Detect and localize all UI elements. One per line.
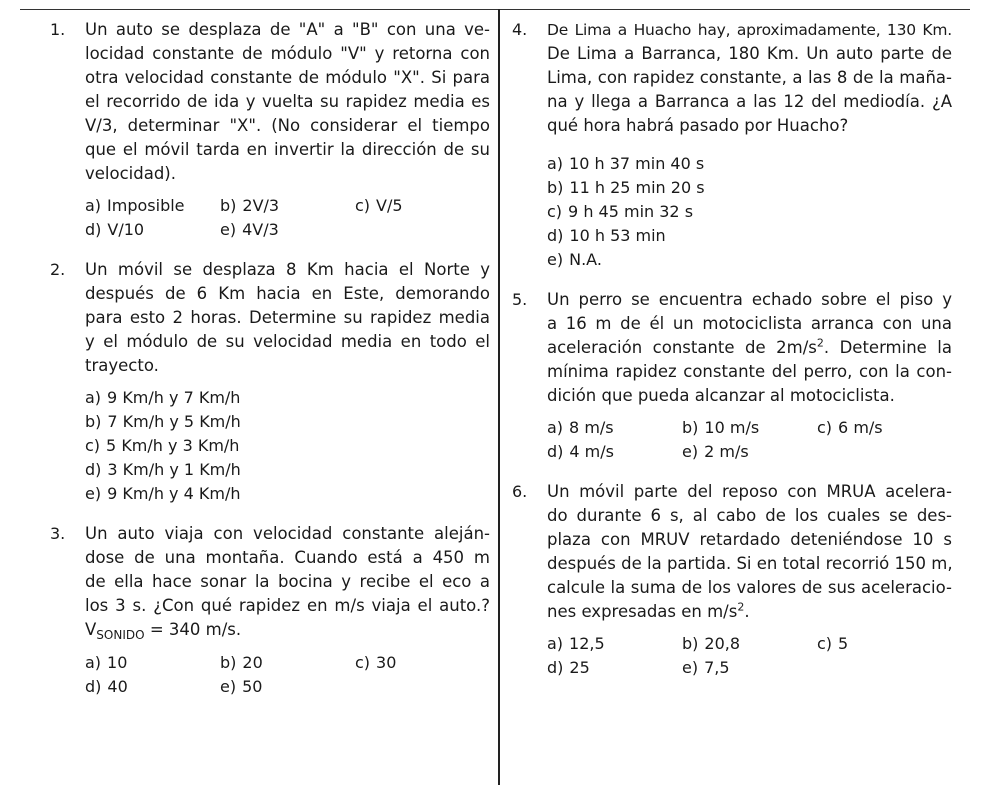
option-e: e) 7,5	[682, 658, 730, 677]
stem-line: mínima rapidez constante del perro, con la con-	[547, 362, 952, 381]
problem-stem	[547, 288, 952, 408]
options	[547, 152, 952, 272]
stem-line: velocidad).	[85, 164, 176, 183]
problem-number: 5.	[512, 290, 528, 309]
option-b: b) 10 m/s	[682, 418, 760, 437]
options	[85, 651, 490, 699]
option-e: e) 50	[220, 677, 263, 696]
problem-3	[50, 522, 490, 699]
option-a: a) 9 Km/h y 7 Km/h	[85, 388, 241, 407]
stem-line: V/3, determinar "X". (No considerar el tiempo	[85, 116, 490, 135]
stem-line: trayecto.	[85, 356, 159, 375]
problem-number: 4.	[512, 20, 528, 39]
option-d: d) 40	[85, 677, 128, 696]
vsonido-line: $V_{SONIDO} = 340$ m/s.	[85, 620, 242, 642]
stem-line: que el móvil tarda en invertir la dirección de su	[85, 140, 490, 159]
option-c: c) 9 h 45 min 32 s	[547, 202, 694, 221]
option-a: a) 8 m/s	[547, 418, 614, 437]
stem-line: dose de una montaña. Cuando está a 450 m	[85, 548, 490, 567]
stem-line: otra velocidad constante de módulo "X". Si para	[85, 68, 490, 87]
option-c: c) V/5	[355, 196, 403, 215]
options	[547, 632, 952, 680]
option-d: d) 25	[547, 658, 590, 677]
options	[85, 386, 490, 506]
stem-line: aceleración constante de $2m/s^2$. Determine la	[547, 336, 953, 357]
stem-line: el recorrido de ida y vuelta su rapidez media es	[85, 92, 490, 111]
option-b: b) 20	[220, 653, 263, 672]
stem-line: na y llega a Barranca a las 12 del mediodía. ¿A	[547, 92, 952, 111]
stem-line: De Lima a Huacho hay, aproximadamente, 130 Km.	[547, 21, 952, 39]
stem-line: después de 6 Km hacia en Este, demorando	[85, 284, 490, 303]
option-e: e) 2 m/s	[682, 442, 749, 461]
stem-line: do durante 6 s, al cabo de los cuales se des-	[547, 506, 952, 525]
left-column	[50, 18, 490, 699]
stem-line: Un perro se encuentra echado sobre el piso y	[547, 290, 952, 309]
stem-line: calcule la suma de los valores de sus aceleracio-	[547, 578, 952, 597]
stem-line: Un móvil parte del reposo con MRUA acelera-	[547, 482, 952, 501]
stem-line: Un móvil se desplaza 8 Km hacia el Norte y	[85, 260, 490, 279]
stem-line: para esto 2 horas. Determine su rapidez media	[85, 308, 490, 327]
option-e: e) 4V/3	[220, 220, 279, 239]
problem-4	[512, 18, 952, 272]
problem-5	[512, 288, 952, 464]
stem-line: después de la partida. Si en total recorrió 150 m,	[547, 554, 953, 573]
stem-line: qué hora habrá pasado por Huacho?	[547, 116, 849, 135]
problem-stem	[85, 258, 490, 378]
problem-stem	[85, 18, 490, 186]
option-b: b) 11 h 25 min 20 s	[547, 178, 705, 197]
stem-line: Un auto se desplaza de "A" a "B" con una ve-	[85, 20, 490, 39]
problem-1	[50, 18, 490, 242]
option-e: e) 9 Km/h y 4 Km/h	[85, 484, 241, 503]
option-d: d) 3 Km/h y 1 Km/h	[85, 460, 241, 479]
problem-stem	[547, 18, 952, 138]
top-rule	[20, 9, 970, 10]
problem-6	[512, 480, 952, 680]
option-e: e) N.A.	[547, 250, 602, 269]
problem-number: 1.	[50, 20, 66, 39]
problem-number: 2.	[50, 260, 66, 279]
option-b: b) 20,8	[682, 634, 741, 653]
option-a: a) 12,5	[547, 634, 605, 653]
option-b: b) 7 Km/h y 5 Km/h	[85, 412, 241, 431]
option-b: b) 2V/3	[220, 196, 280, 215]
option-d: d) 4 m/s	[547, 442, 614, 461]
stem-line: los 3 s. ¿Con qué rapidez en m/s viaja el auto.?	[85, 596, 490, 615]
option-c: c) 30	[355, 653, 397, 672]
option-c: c) 5	[817, 634, 849, 653]
right-column	[512, 18, 952, 680]
stem-line: De Lima a Barranca, 180 Km. Un auto parte de	[547, 44, 952, 63]
stem-line: dición que pueda alcanzar al motociclista.	[547, 386, 895, 405]
option-d: d) V/10	[85, 220, 145, 239]
problem-2	[50, 258, 490, 506]
option-d: d) 10 h 53 min	[547, 226, 666, 245]
stem-line: nes expresadas en $m/s^2$.	[547, 600, 750, 621]
stem-line: y el módulo de su velocidad media en todo el	[85, 332, 490, 351]
stem-line: Un auto viaja con velocidad constante aleján-	[85, 524, 490, 543]
option-a: a) Imposible	[85, 196, 185, 215]
stem-line: plaza con MRUV retardado deteniéndose 10 s	[547, 530, 952, 549]
option-c: c) 5 Km/h y 3 Km/h	[85, 436, 240, 455]
problem-stem	[547, 480, 952, 624]
problem-stem	[85, 522, 490, 643]
option-a: a) 10 h 37 min 40 s	[547, 154, 705, 173]
option-c: c) 6 m/s	[817, 418, 883, 437]
problem-number: 6.	[512, 482, 528, 501]
stem-line: Lima, con rapidez constante, a las 8 de la maña-	[547, 68, 952, 87]
options	[85, 194, 490, 242]
stem-line: locidad constante de módulo "V" y retorna con	[85, 44, 490, 63]
problem-number: 3.	[50, 524, 66, 543]
stem-line: de ella hace sonar la bocina y recibe el eco a	[85, 572, 490, 591]
column-divider	[498, 9, 500, 785]
option-a: a) 10	[85, 653, 128, 672]
stem-line: a 16 m de él un motociclista arranca con una	[547, 314, 952, 333]
options	[547, 416, 952, 464]
